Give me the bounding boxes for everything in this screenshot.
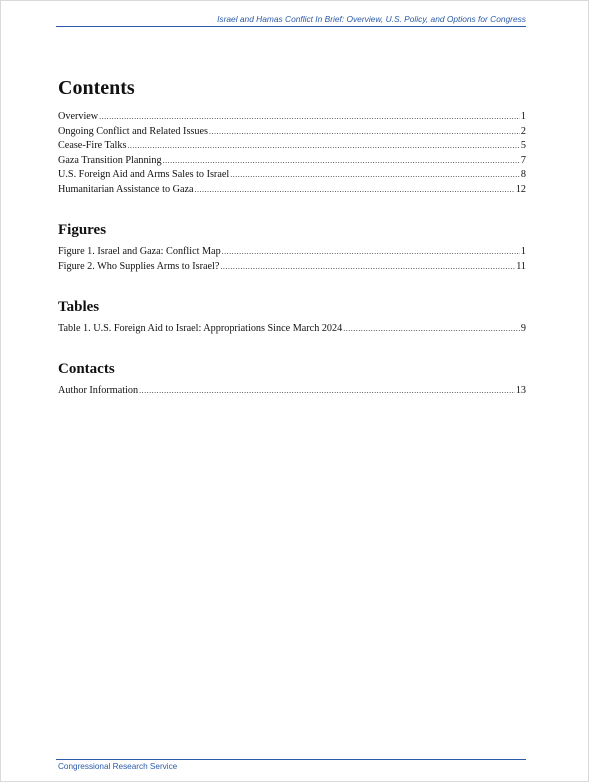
toc-entry-figure-2[interactable] — [58, 260, 526, 275]
toc-entry-gaza-transition[interactable] — [58, 154, 526, 169]
dot-leader — [220, 260, 515, 275]
toc-entry-humanitarian[interactable] — [58, 183, 526, 198]
toc-entry-figure-1[interactable] — [58, 245, 526, 260]
running-footer: Congressional Research Service — [56, 759, 526, 773]
toc-entry-title: U.S. Foreign Aid and Arms Sales to Israel — [58, 169, 230, 180]
figures-section — [58, 221, 526, 274]
toc-entry-title: Humanitarian Assistance to Gaza — [58, 183, 194, 195]
tables-section — [58, 298, 526, 337]
dot-leader — [222, 245, 520, 260]
dot-leader — [343, 322, 520, 337]
toc-entry-page: 1 — [520, 111, 526, 122]
dot-leader — [195, 183, 515, 198]
dot-leader — [139, 384, 515, 399]
figures-heading: Figures — [58, 222, 107, 238]
toc-entry-ongoing-conflict[interactable] — [58, 125, 526, 140]
toc-entry-title: Ongoing Conflict and Related Issues — [58, 125, 208, 137]
toc-entry-title: Figure 1. Israel and Gaza: Conflict Map — [58, 246, 221, 257]
toc-entry-overview[interactable] — [58, 110, 526, 125]
toc-entry-page: 11 — [516, 260, 526, 272]
contacts-list — [58, 384, 526, 399]
contents-section — [58, 76, 526, 197]
toc-entry-page: 12 — [515, 183, 526, 195]
toc-entry-title: Overview — [58, 111, 99, 122]
toc-entry-title: Table 1. U.S. Foreign Aid to Israel: Appropriations Since March 2024 — [58, 323, 343, 334]
dot-leader — [209, 125, 520, 140]
toc-entry-page: 1 — [520, 246, 526, 257]
dot-leader — [127, 139, 519, 154]
toc-entry-page: 9 — [520, 323, 526, 334]
toc-entry-title: Figure 2. Who Supplies Arms to Israel? — [58, 260, 220, 272]
toc-entry-page: 5 — [520, 140, 526, 151]
toc-entry-page: 2 — [520, 125, 526, 137]
running-header: Israel and Hamas Conflict In Brief: Overview, U.S. Policy, and Options for Congress — [56, 12, 526, 27]
toc-entry-title: Author Information — [58, 385, 139, 396]
toc-entry-table-1[interactable] — [58, 322, 526, 337]
tables-heading: Tables — [58, 299, 100, 315]
contacts-section — [58, 360, 526, 399]
toc-entry-foreign-aid[interactable] — [58, 168, 526, 183]
dot-leader — [230, 168, 520, 183]
toc-entry-title: Gaza Transition Planning — [58, 154, 162, 166]
figures-list — [58, 245, 526, 274]
dot-leader — [99, 110, 520, 125]
contacts-heading: Contacts — [58, 361, 115, 377]
tables-list — [58, 322, 526, 337]
toc-entry-author-information[interactable] — [58, 384, 526, 399]
contents-heading: Contents — [58, 77, 135, 99]
toc-entry-cease-fire-talks[interactable] — [58, 139, 526, 154]
contents-list — [58, 110, 526, 197]
toc-entry-page: 8 — [520, 169, 526, 180]
toc-entry-page: 13 — [515, 385, 526, 396]
dot-leader — [163, 154, 520, 169]
toc-entry-title: Cease-Fire Talks — [58, 140, 127, 151]
toc-entry-page: 7 — [520, 154, 526, 166]
